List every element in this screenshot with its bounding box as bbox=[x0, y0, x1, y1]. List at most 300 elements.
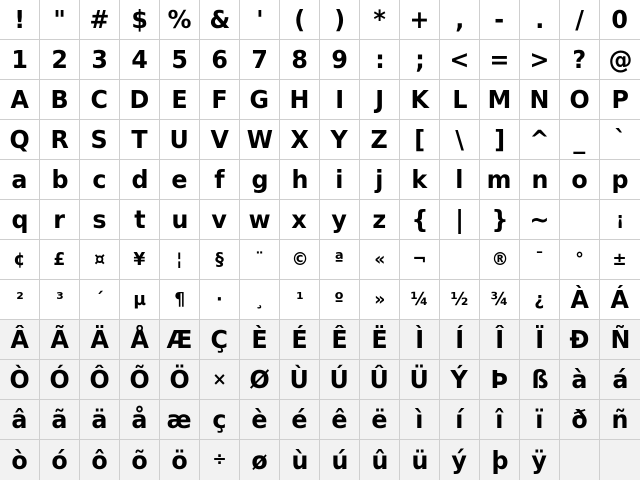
glyph-I: I bbox=[335, 85, 344, 114]
glyph-cell[interactable] bbox=[360, 0, 400, 40]
glyph-ocircumflex: ô bbox=[91, 445, 108, 475]
glyph-cell[interactable] bbox=[400, 80, 440, 120]
glyph-cell[interactable] bbox=[160, 320, 200, 360]
glyph-cell[interactable] bbox=[600, 160, 640, 200]
glyph-atilde: ã bbox=[51, 405, 68, 434]
glyph-odieresis: ö bbox=[171, 445, 188, 475]
glyph-cell[interactable] bbox=[80, 360, 120, 400]
glyph-cell[interactable] bbox=[200, 280, 240, 320]
glyph-underscore: _ bbox=[573, 125, 586, 154]
glyph-cell[interactable] bbox=[200, 360, 240, 400]
glyph-cell[interactable] bbox=[200, 240, 240, 280]
glyph-N: N bbox=[529, 85, 550, 114]
glyph-cell[interactable] bbox=[0, 240, 40, 280]
glyph-cell[interactable] bbox=[120, 200, 160, 240]
glyph-period: . bbox=[534, 5, 545, 34]
glyph-cell[interactable] bbox=[160, 440, 200, 480]
glyph-cell[interactable] bbox=[160, 40, 200, 80]
glyph-cell[interactable] bbox=[560, 440, 600, 480]
glyph-guillemotleft: « bbox=[373, 248, 386, 270]
glyph-cell[interactable] bbox=[600, 120, 640, 160]
glyph-cell[interactable] bbox=[80, 160, 120, 200]
glyph-asterisk: * bbox=[373, 5, 386, 34]
glyph-cell[interactable] bbox=[480, 40, 520, 80]
glyph-cell[interactable] bbox=[360, 240, 400, 280]
glyph-v: v bbox=[211, 205, 228, 234]
glyph-cell[interactable] bbox=[600, 240, 640, 280]
glyph-five: 5 bbox=[171, 45, 188, 74]
glyph-cell[interactable] bbox=[40, 240, 80, 280]
glyph-cell[interactable] bbox=[40, 160, 80, 200]
glyph-cell[interactable] bbox=[160, 0, 200, 40]
glyph-Y: Y bbox=[330, 125, 349, 154]
glyph-cell[interactable] bbox=[80, 120, 120, 160]
glyph-numbersign: # bbox=[89, 5, 110, 34]
glyph-adieresis: ä bbox=[91, 405, 108, 434]
glyph-exclamdown: ¡ bbox=[616, 208, 624, 230]
glyph-cell[interactable] bbox=[320, 360, 360, 400]
glyph-cell[interactable] bbox=[0, 360, 40, 400]
glyph-cell[interactable] bbox=[200, 120, 240, 160]
glyph-three: 3 bbox=[91, 45, 108, 74]
glyph-periodcentered: · bbox=[216, 288, 223, 310]
glyph-cell[interactable] bbox=[520, 120, 560, 160]
glyph-cell[interactable] bbox=[320, 440, 360, 480]
glyph-cell[interactable] bbox=[280, 320, 320, 360]
glyph-b: b bbox=[50, 165, 69, 194]
glyph-cell[interactable] bbox=[480, 0, 520, 40]
glyph-cell[interactable] bbox=[80, 440, 120, 480]
glyph-questiondown: ¿ bbox=[534, 288, 545, 310]
glyph-cell[interactable] bbox=[320, 240, 360, 280]
glyph-cell[interactable] bbox=[400, 240, 440, 280]
glyph-cell[interactable] bbox=[400, 40, 440, 80]
glyph-Ccedilla: Ç bbox=[210, 325, 229, 354]
glyph-c: c bbox=[92, 165, 107, 194]
glyph-u: u bbox=[171, 205, 188, 234]
glyph-cell[interactable] bbox=[520, 40, 560, 80]
glyph-one: 1 bbox=[11, 45, 28, 74]
glyph-cell[interactable] bbox=[160, 120, 200, 160]
glyph-Aring: Å bbox=[130, 325, 149, 354]
glyph-cell[interactable] bbox=[360, 400, 400, 440]
glyph-cell[interactable] bbox=[40, 280, 80, 320]
glyph-cell[interactable] bbox=[520, 280, 560, 320]
glyph-ordfeminine: ª bbox=[334, 248, 345, 270]
glyph-Thorn: Þ bbox=[490, 365, 509, 394]
glyph-cell[interactable] bbox=[560, 120, 600, 160]
glyph-cell[interactable] bbox=[560, 320, 600, 360]
glyph-cell[interactable] bbox=[320, 120, 360, 160]
glyph-cell[interactable] bbox=[120, 280, 160, 320]
glyph-cell[interactable] bbox=[360, 200, 400, 240]
glyph-cell[interactable] bbox=[280, 400, 320, 440]
glyph-cell[interactable] bbox=[520, 200, 560, 240]
glyph-cell[interactable] bbox=[200, 440, 240, 480]
glyph-cell[interactable] bbox=[120, 240, 160, 280]
glyph-cell[interactable] bbox=[440, 360, 480, 400]
glyph-cell[interactable] bbox=[120, 160, 160, 200]
glyph-cell[interactable] bbox=[480, 80, 520, 120]
glyph-cell[interactable] bbox=[600, 440, 640, 480]
glyph-cell[interactable] bbox=[0, 0, 40, 40]
glyph-cell[interactable] bbox=[400, 440, 440, 480]
glyph-cedilla: ¸ bbox=[255, 288, 264, 310]
glyph-Adieresis: Ä bbox=[90, 325, 109, 354]
glyph-K: K bbox=[410, 85, 429, 114]
glyph-cell[interactable] bbox=[520, 160, 560, 200]
glyph-g: g bbox=[250, 165, 269, 194]
glyph-s: s bbox=[92, 205, 107, 234]
glyph-cell[interactable] bbox=[0, 120, 40, 160]
glyph-cell[interactable] bbox=[40, 360, 80, 400]
glyph-cell[interactable] bbox=[280, 200, 320, 240]
glyph-Eacute: É bbox=[291, 325, 308, 354]
glyph-Ograve: Ò bbox=[9, 365, 30, 394]
glyph-Eth: Ð bbox=[569, 325, 590, 354]
glyph-cell[interactable] bbox=[40, 40, 80, 80]
glyph-divide: ÷ bbox=[212, 449, 227, 470]
glyph-icircumflex: î bbox=[495, 405, 504, 434]
glyph-cell[interactable] bbox=[440, 160, 480, 200]
glyph-cell[interactable] bbox=[160, 360, 200, 400]
glyph-Igrave: Ì bbox=[415, 325, 424, 354]
glyph-cell[interactable] bbox=[280, 280, 320, 320]
glyph-cell[interactable] bbox=[560, 0, 600, 40]
glyph-cell[interactable] bbox=[80, 0, 120, 40]
glyph-cell[interactable] bbox=[160, 80, 200, 120]
glyph-cell[interactable] bbox=[560, 80, 600, 120]
glyph-oslash: ø bbox=[251, 445, 268, 475]
glyph-cell[interactable] bbox=[440, 240, 480, 280]
glyph-cell[interactable] bbox=[240, 160, 280, 200]
glyph-F: F bbox=[211, 85, 228, 114]
glyph-equal: = bbox=[489, 45, 510, 74]
glyph-cell[interactable] bbox=[240, 400, 280, 440]
glyph-cell[interactable] bbox=[80, 400, 120, 440]
glyph-cell[interactable] bbox=[40, 200, 80, 240]
glyph-cell[interactable] bbox=[240, 360, 280, 400]
glyph-cell[interactable] bbox=[40, 0, 80, 40]
glyph-seven: 7 bbox=[251, 45, 268, 74]
glyph-cell[interactable] bbox=[480, 280, 520, 320]
glyph-cell[interactable] bbox=[0, 440, 40, 480]
glyph-twosuperior: ² bbox=[15, 288, 24, 310]
glyph-H: H bbox=[289, 85, 310, 114]
glyph-aring: å bbox=[131, 405, 148, 434]
glyph-cell[interactable] bbox=[40, 80, 80, 120]
glyph-cell[interactable] bbox=[600, 80, 640, 120]
glyph-cell[interactable] bbox=[120, 400, 160, 440]
glyph-cell[interactable] bbox=[280, 120, 320, 160]
glyph-cell[interactable] bbox=[120, 80, 160, 120]
glyph-r: r bbox=[53, 205, 66, 234]
glyph-cell[interactable] bbox=[400, 200, 440, 240]
glyph-nine: 9 bbox=[331, 45, 348, 74]
glyph-cell[interactable] bbox=[200, 400, 240, 440]
glyph-cell[interactable] bbox=[440, 400, 480, 440]
glyph-m: m bbox=[487, 165, 512, 194]
glyph-sterling: £ bbox=[53, 248, 66, 270]
glyph-cell[interactable] bbox=[480, 440, 520, 480]
glyph-cell[interactable] bbox=[440, 280, 480, 320]
glyph-cell[interactable] bbox=[0, 400, 40, 440]
glyph-cell[interactable] bbox=[280, 440, 320, 480]
glyph-cell[interactable] bbox=[120, 120, 160, 160]
glyph-cell[interactable] bbox=[560, 240, 600, 280]
glyph-cell[interactable] bbox=[440, 200, 480, 240]
glyph-t: t bbox=[133, 205, 146, 234]
glyph-cell[interactable] bbox=[360, 360, 400, 400]
glyph-cell[interactable] bbox=[0, 40, 40, 80]
glyph-cell[interactable] bbox=[520, 80, 560, 120]
glyph-cell[interactable] bbox=[440, 320, 480, 360]
glyph-z: z bbox=[372, 205, 387, 234]
glyph-cell[interactable] bbox=[120, 360, 160, 400]
glyph-cell[interactable] bbox=[440, 120, 480, 160]
glyph-cell[interactable] bbox=[320, 280, 360, 320]
glyph-k: k bbox=[411, 165, 428, 194]
glyph-cell[interactable] bbox=[0, 280, 40, 320]
glyph-cell[interactable] bbox=[120, 440, 160, 480]
glyph-cell[interactable] bbox=[320, 200, 360, 240]
glyph-cell[interactable] bbox=[200, 80, 240, 120]
glyph-cell[interactable] bbox=[160, 200, 200, 240]
glyph-cell[interactable] bbox=[80, 40, 120, 80]
glyph-cell[interactable] bbox=[0, 320, 40, 360]
glyph-onequarter: ¼ bbox=[410, 288, 429, 310]
glyph-cell[interactable] bbox=[0, 80, 40, 120]
glyph-cell[interactable] bbox=[400, 120, 440, 160]
glyph-uacute: ú bbox=[331, 445, 348, 475]
glyph-macron: ¯ bbox=[535, 248, 544, 270]
glyph-cell[interactable] bbox=[480, 200, 520, 240]
glyph-cell[interactable] bbox=[560, 160, 600, 200]
glyph-cell[interactable] bbox=[480, 400, 520, 440]
glyph-asciitilde: ~ bbox=[529, 205, 550, 234]
glyph-Yacute: Ý bbox=[450, 365, 469, 394]
glyph-cell[interactable] bbox=[480, 120, 520, 160]
glyph-cell[interactable] bbox=[360, 120, 400, 160]
glyph-cell[interactable] bbox=[440, 0, 480, 40]
glyph-cell[interactable] bbox=[600, 360, 640, 400]
glyph-bracketright: ] bbox=[494, 125, 505, 154]
glyph-Ucircumflex: Û bbox=[369, 365, 390, 394]
glyph-six: 6 bbox=[211, 45, 228, 74]
glyph-cell[interactable] bbox=[320, 400, 360, 440]
glyph-cell[interactable] bbox=[600, 400, 640, 440]
glyph-cell[interactable] bbox=[120, 40, 160, 80]
glyph-Udieresis: Ü bbox=[409, 365, 430, 394]
glyph-oacute: ó bbox=[51, 445, 68, 475]
glyph-cell[interactable] bbox=[40, 120, 80, 160]
glyph-cell[interactable] bbox=[160, 400, 200, 440]
glyph-cell[interactable] bbox=[200, 0, 240, 40]
glyph-cell[interactable] bbox=[360, 320, 400, 360]
glyph-cent: ¢ bbox=[13, 248, 26, 270]
glyph-cell[interactable] bbox=[560, 360, 600, 400]
glyph-Agrave: À bbox=[570, 285, 589, 314]
glyph-ntilde: ñ bbox=[611, 405, 629, 434]
glyph-cell[interactable] bbox=[480, 360, 520, 400]
glyph-eth: ð bbox=[571, 405, 588, 434]
glyph-E: E bbox=[171, 85, 188, 114]
glyph-cell[interactable] bbox=[240, 40, 280, 80]
glyph-j: j bbox=[375, 165, 384, 194]
glyph-cell[interactable] bbox=[280, 0, 320, 40]
glyph-cell[interactable] bbox=[520, 440, 560, 480]
glyph-Otilde: Õ bbox=[129, 365, 150, 394]
glyph-ucircumflex: û bbox=[371, 445, 388, 475]
glyph-ordmasculine: º bbox=[334, 288, 345, 310]
glyph-cell[interactable] bbox=[360, 440, 400, 480]
glyph-cell[interactable] bbox=[0, 200, 40, 240]
glyph-cell[interactable] bbox=[600, 320, 640, 360]
glyph-cell[interactable] bbox=[320, 160, 360, 200]
glyph-Iacute: Í bbox=[455, 325, 464, 354]
glyph-cell[interactable] bbox=[40, 400, 80, 440]
glyph-cell[interactable] bbox=[600, 0, 640, 40]
glyph-cell[interactable] bbox=[560, 280, 600, 320]
glyph-grave: ` bbox=[614, 125, 626, 154]
glyph-cell[interactable] bbox=[240, 440, 280, 480]
glyph-Acircumflex: Â bbox=[10, 325, 29, 354]
glyph-section: § bbox=[215, 248, 224, 270]
glyph-cell[interactable] bbox=[80, 200, 120, 240]
glyph-onehalf: ½ bbox=[450, 288, 469, 310]
glyph-cell[interactable] bbox=[400, 280, 440, 320]
glyph-U: U bbox=[169, 125, 190, 154]
glyph-cell[interactable] bbox=[440, 40, 480, 80]
glyph-registered: ® bbox=[490, 248, 509, 270]
glyph-cell[interactable] bbox=[200, 160, 240, 200]
glyph-brokenbar: ¦ bbox=[176, 248, 183, 270]
glyph-cell[interactable] bbox=[320, 80, 360, 120]
glyph-cell[interactable] bbox=[160, 160, 200, 200]
glyph-braceleft: { bbox=[411, 205, 428, 234]
glyph-ograve: ò bbox=[11, 445, 28, 475]
glyph-cell[interactable] bbox=[80, 80, 120, 120]
glyph-degree: ° bbox=[575, 248, 584, 270]
glyph-y: y bbox=[331, 205, 348, 234]
glyph-edieresis: ë bbox=[371, 405, 388, 434]
glyph-cell[interactable] bbox=[120, 0, 160, 40]
glyph-softhyphen bbox=[456, 251, 463, 269]
glyph-cell[interactable] bbox=[40, 440, 80, 480]
glyph-cell[interactable] bbox=[200, 200, 240, 240]
glyph-cell[interactable] bbox=[320, 320, 360, 360]
glyph-slash: / bbox=[575, 5, 584, 34]
glyph-S: S bbox=[90, 125, 109, 154]
glyph-cell[interactable] bbox=[440, 80, 480, 120]
glyph-quotesingle: ' bbox=[255, 5, 264, 34]
glyph-bracketleft: [ bbox=[414, 125, 425, 154]
glyph-cell[interactable] bbox=[480, 160, 520, 200]
glyph-cell[interactable] bbox=[360, 40, 400, 80]
glyph-Z: Z bbox=[370, 125, 389, 154]
glyph-cell[interactable] bbox=[40, 320, 80, 360]
glyph-cell[interactable] bbox=[240, 320, 280, 360]
glyph-R: R bbox=[50, 125, 69, 154]
glyph-cell[interactable] bbox=[280, 40, 320, 80]
glyph-cell[interactable] bbox=[80, 240, 120, 280]
glyph-Oslash: Ø bbox=[249, 365, 270, 394]
glyph-multiply: × bbox=[212, 368, 227, 390]
glyph-cell[interactable] bbox=[280, 80, 320, 120]
glyph-cell[interactable] bbox=[400, 320, 440, 360]
glyph-cell[interactable] bbox=[520, 320, 560, 360]
glyph-cell[interactable] bbox=[80, 320, 120, 360]
glyph-cell[interactable] bbox=[400, 160, 440, 200]
glyph-parenright: ) bbox=[334, 5, 345, 34]
glyph-cell[interactable] bbox=[120, 320, 160, 360]
glyph-cell[interactable] bbox=[520, 400, 560, 440]
glyph-question: ? bbox=[572, 45, 587, 74]
glyph-plusminus: ± bbox=[612, 248, 628, 270]
glyph-semicolon: ; bbox=[414, 45, 425, 74]
glyph-cell[interactable] bbox=[160, 280, 200, 320]
glyph-cell[interactable] bbox=[200, 40, 240, 80]
glyph-cell[interactable] bbox=[520, 240, 560, 280]
glyph-cell[interactable] bbox=[240, 0, 280, 40]
glyph-cell[interactable] bbox=[280, 160, 320, 200]
glyph-cell[interactable] bbox=[400, 0, 440, 40]
glyph-cell[interactable] bbox=[280, 240, 320, 280]
glyph-cell[interactable] bbox=[600, 200, 640, 240]
glyph-aacute: á bbox=[611, 365, 629, 394]
glyph-cell[interactable] bbox=[480, 240, 520, 280]
glyph-cell[interactable] bbox=[0, 160, 40, 200]
glyph-cell[interactable] bbox=[400, 400, 440, 440]
glyph-cell[interactable] bbox=[360, 280, 400, 320]
glyph-yen: ¥ bbox=[133, 248, 146, 270]
glyph-cell[interactable] bbox=[400, 360, 440, 400]
glyph-cell[interactable] bbox=[160, 240, 200, 280]
glyph-cell[interactable] bbox=[600, 280, 640, 320]
glyph-four: 4 bbox=[131, 45, 148, 74]
glyph-cell[interactable] bbox=[200, 320, 240, 360]
glyph-cell[interactable] bbox=[80, 280, 120, 320]
glyph-G: G bbox=[249, 85, 270, 114]
glyph-cell[interactable] bbox=[240, 120, 280, 160]
glyph-cell[interactable] bbox=[320, 40, 360, 80]
glyph-w: w bbox=[248, 205, 271, 234]
glyph-cell[interactable] bbox=[320, 0, 360, 40]
glyph-ampersand: & bbox=[209, 5, 230, 34]
glyph-cell[interactable] bbox=[440, 440, 480, 480]
glyph-cell[interactable] bbox=[240, 80, 280, 120]
glyph-cell[interactable] bbox=[520, 0, 560, 40]
glyph-cell[interactable] bbox=[480, 320, 520, 360]
glyph-zero: 0 bbox=[611, 5, 629, 34]
glyph-cell[interactable] bbox=[280, 360, 320, 400]
glyph-C: C bbox=[90, 85, 109, 114]
glyph-cell[interactable] bbox=[240, 200, 280, 240]
glyph-cell[interactable] bbox=[240, 240, 280, 280]
glyph-cell[interactable] bbox=[360, 80, 400, 120]
glyph-cell[interactable] bbox=[600, 40, 640, 80]
glyph-cell[interactable] bbox=[240, 280, 280, 320]
glyph-cell[interactable] bbox=[560, 400, 600, 440]
glyph-hyphen: - bbox=[494, 5, 505, 34]
glyph-asciicircum: ^ bbox=[529, 125, 550, 154]
glyph-cell[interactable] bbox=[560, 200, 600, 240]
glyph-quotedbl: " bbox=[53, 5, 66, 34]
glyph-cell[interactable] bbox=[520, 360, 560, 400]
glyph-Egrave: È bbox=[251, 325, 268, 354]
glyph-cell[interactable] bbox=[560, 40, 600, 80]
glyph-cell[interactable] bbox=[360, 160, 400, 200]
